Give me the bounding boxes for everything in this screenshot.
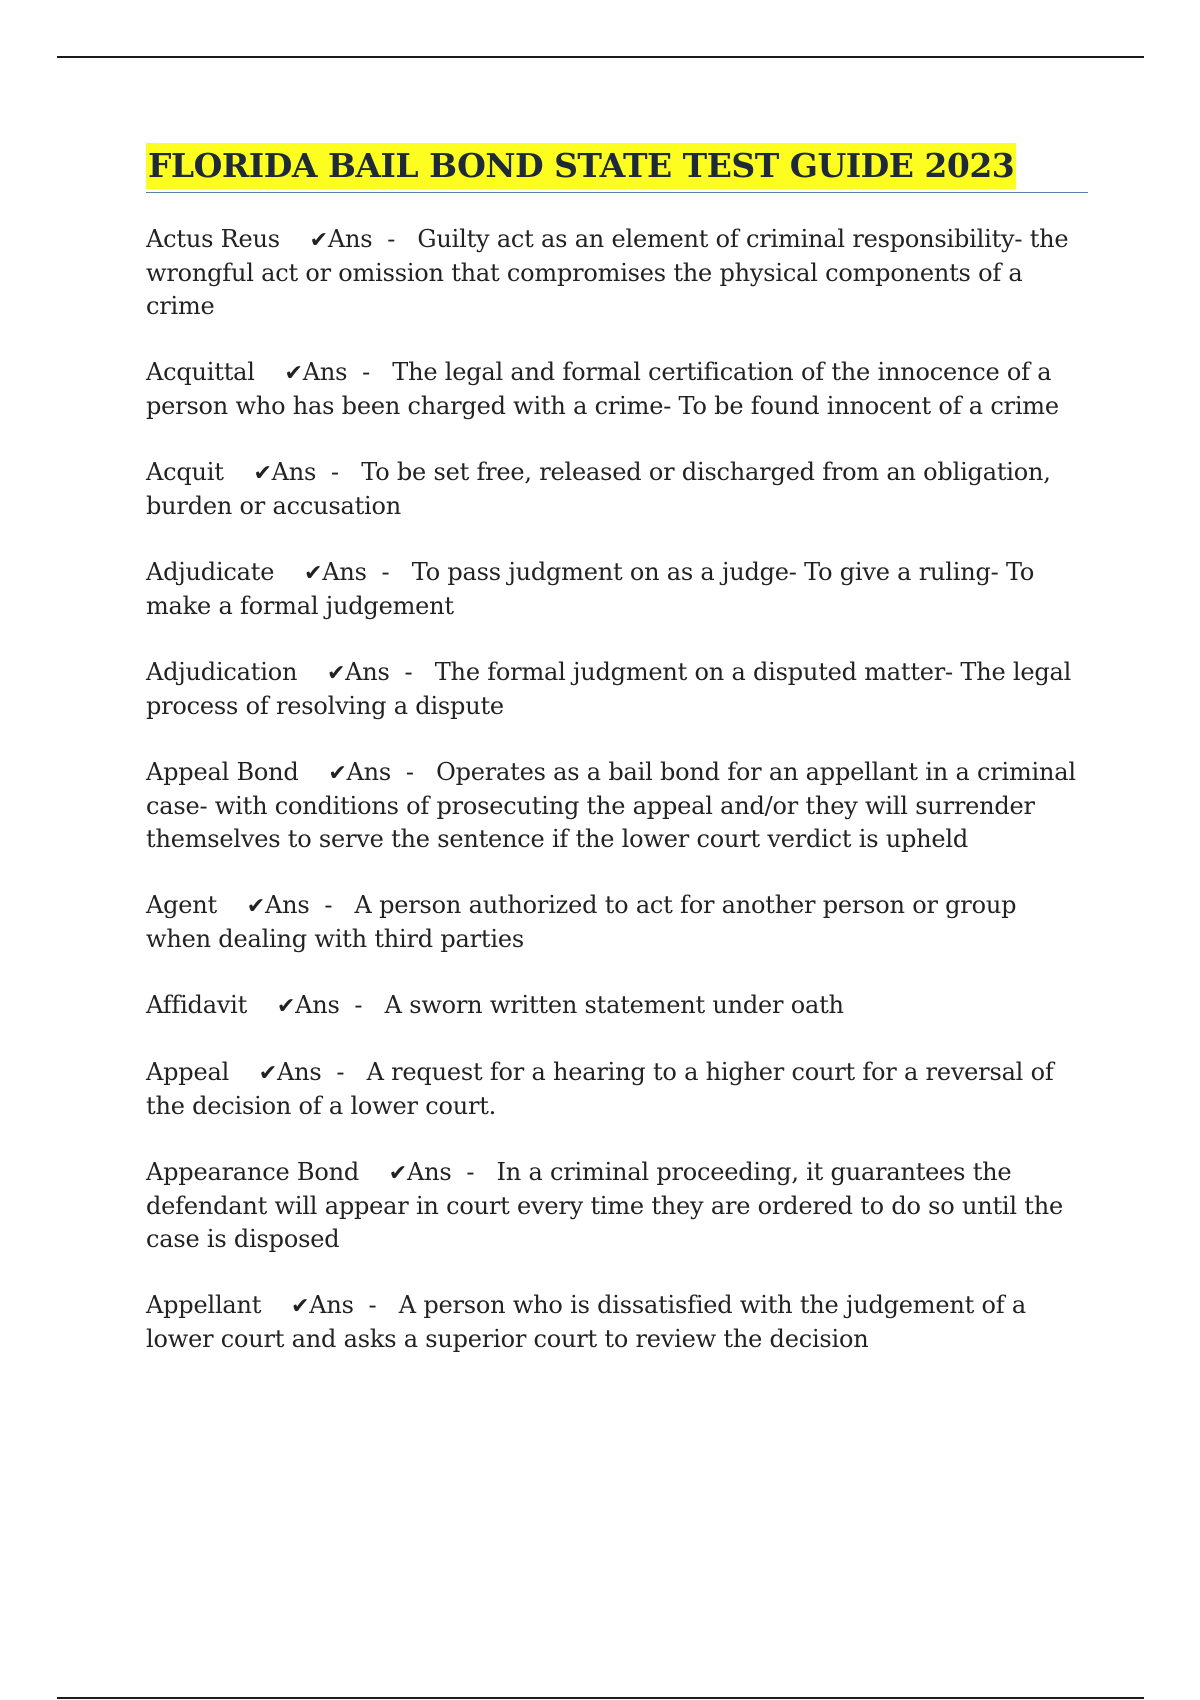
- entry-term: Adjudication: [146, 658, 298, 686]
- answer-label: Ans: [406, 1158, 452, 1186]
- answer-label: Ans: [302, 358, 348, 386]
- entry-definition: The legal and formal certification of the innocence of a person who has been charged with a crime- To be found innocent of a crime: [146, 358, 1059, 420]
- entry-term: Acquit: [146, 458, 224, 486]
- glossary-entry: Appellant ✔Ans - A person who is dissatisfied with the judgement of a lower court and asks a superior court to review the decision: [146, 1291, 1026, 1353]
- checkmark-icon: ✔: [276, 994, 296, 1019]
- glossary-entry: Appearance Bond ✔Ans - In a criminal proceeding, it guarantees the defendant will appear in court every time they are ordered to do so until the case is disposed: [146, 1158, 1064, 1253]
- answer-label: Ans: [295, 991, 340, 1019]
- entry-definition: To be set free, released or discharged from an obligation, burden or accusation: [146, 458, 1051, 520]
- entry-definition: The formal judgment on a disputed matter- The legal process of resolving a dispute: [146, 658, 1072, 720]
- glossary-entry: Affidavit ✔Ans - A sworn written statement under oath: [146, 991, 844, 1019]
- entry-definition: Guilty act as an element of criminal responsibility- the wrongful act or omission that compromises the physical components of a crime: [146, 225, 1069, 320]
- entry-term: Agent: [146, 891, 218, 919]
- glossary-entry: Adjudicate ✔Ans - To pass judgment on as a judge- To give a ruling- To make a formal judgement: [146, 558, 1035, 620]
- bottom-rule: [57, 1697, 1144, 1699]
- entry-definition: In a criminal proceeding, it guarantees the defendant will appear in court every time they are ordered to do so until the case is disposed: [146, 1158, 1064, 1253]
- glossary-entry: Actus Reus ✔Ans - Guilty act as an element of criminal responsibility- the wrongful act or omission that compromises the physical components of a crime: [146, 225, 1069, 320]
- entry-term: Appellant: [146, 1291, 262, 1319]
- checkmark-icon: ✔: [309, 228, 328, 253]
- answer-label: Ans: [322, 558, 367, 586]
- checkmark-icon: ✔: [303, 561, 323, 586]
- entry-term: Appeal: [146, 1058, 230, 1086]
- entry-term: Affidavit: [146, 991, 248, 1019]
- top-rule: [57, 56, 1144, 58]
- document-title: FLORIDA BAIL BOND STATE TEST GUIDE 2023: [146, 143, 1016, 189]
- entry-term: Appearance Bond: [146, 1158, 359, 1186]
- entry-term: Actus Reus: [146, 225, 280, 253]
- glossary-entry: Appeal Bond ✔Ans - Operates as a bail bond for an appellant in a criminal case- with conditions of prosecuting the appeal and/or they will surrender themselves to serve the sentence if the lower court verdict is upheld: [146, 758, 1076, 853]
- checkmark-icon: ✔: [284, 361, 303, 386]
- answer-label: Ans: [327, 225, 373, 253]
- checkmark-icon: ✔: [388, 1161, 407, 1186]
- glossary-list: [146, 223, 1088, 1356]
- answer-label: Ans: [277, 1058, 322, 1086]
- entry-term: Adjudicate: [146, 558, 275, 586]
- glossary-entry: Appeal ✔Ans - A request for a hearing to a higher court for a reversal of the decision of a lower court.: [146, 1058, 1054, 1120]
- answer-label: Ans: [345, 658, 390, 686]
- answer-label: Ans: [309, 1291, 354, 1319]
- checkmark-icon: ✔: [253, 461, 272, 486]
- checkmark-icon: ✔: [246, 894, 265, 919]
- entry-definition: A request for a hearing to a higher court for a reversal of the decision of a lower court.: [146, 1058, 1054, 1120]
- answer-label: Ans: [264, 891, 310, 919]
- checkmark-icon: ✔: [258, 1061, 277, 1086]
- entry-term: Acquittal: [146, 358, 255, 386]
- entry-definition: Operates as a bail bond for an appellant in a criminal case- with conditions of prosecuting the appeal and/or they will surrender themselves to serve the sentence if the lower court verdict is upheld: [146, 758, 1076, 853]
- entry-definition: A sworn written statement under oath: [384, 991, 844, 1019]
- glossary-entry: Agent ✔Ans - A person authorized to act for another person or group when dealing with third parties: [146, 891, 1017, 953]
- glossary-entry: Acquittal ✔Ans - The legal and formal certification of the innocence of a person who has been charged with a crime- To be found innocent of a crime: [146, 358, 1059, 420]
- checkmark-icon: ✔: [328, 761, 347, 786]
- checkmark-icon: ✔: [326, 661, 346, 686]
- glossary-entry: Acquit ✔Ans - To be set free, released or discharged from an obligation, burden or accusation: [146, 458, 1051, 520]
- entry-definition: To pass judgment on as a judge- To give a ruling- To make a formal judgement: [146, 558, 1035, 620]
- title-underline: [146, 143, 1088, 193]
- glossary-entry: Adjudication ✔Ans - The formal judgment on a disputed matter- The legal process of resolving a dispute: [146, 658, 1072, 720]
- answer-label: Ans: [346, 758, 392, 786]
- entry-term: Appeal Bond: [146, 758, 299, 786]
- entry-definition: A person who is dissatisfied with the judgement of a lower court and asks a superior court to review the decision: [146, 1291, 1026, 1353]
- entry-definition: A person authorized to act for another person or group when dealing with third parties: [146, 891, 1017, 953]
- document-body: [146, 143, 1088, 1389]
- answer-label: Ans: [271, 458, 317, 486]
- checkmark-icon: ✔: [290, 1294, 310, 1319]
